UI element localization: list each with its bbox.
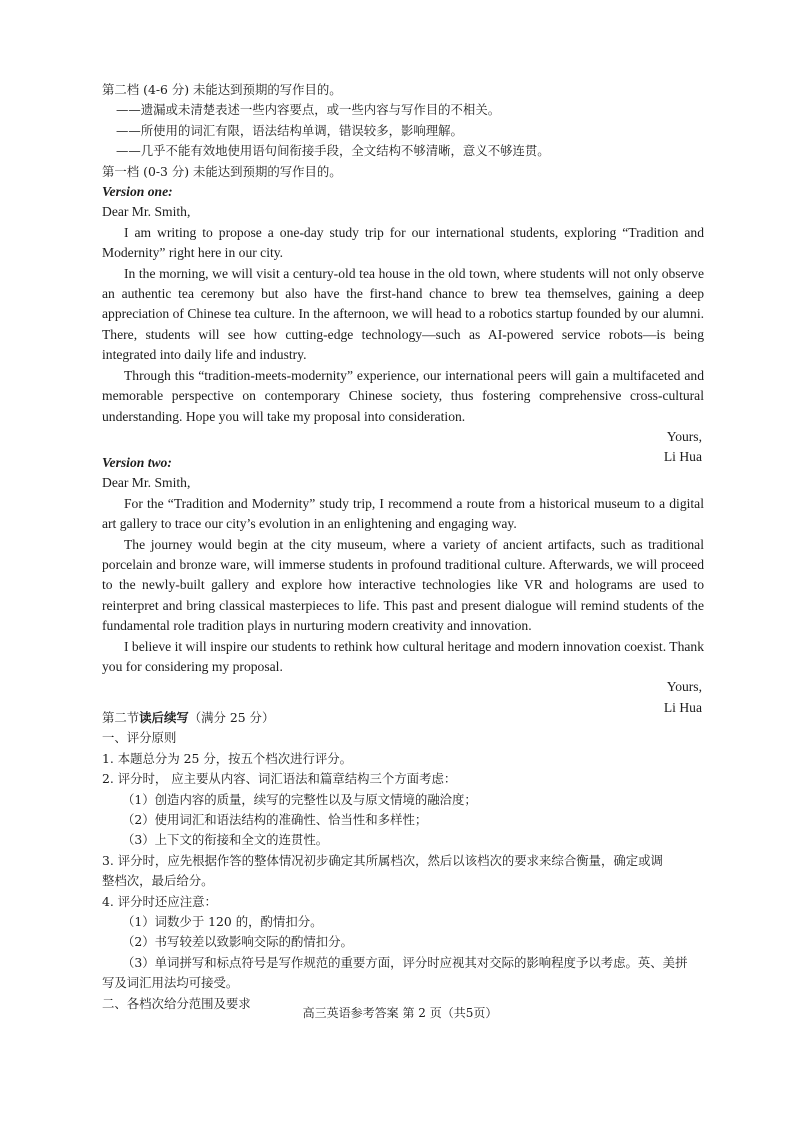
- rule-item: 2. 评分时， 应主要从内容、词汇语法和篇章结构三个方面考虑：: [102, 771, 457, 787]
- ranges-heading: 二、各档次给分范围及要求: [102, 995, 251, 1011]
- page-footer: 高三英语参考答案 第 2 页（共5页）: [302, 1006, 498, 1020]
- rule-subitem-continued: 写及词汇用法均可接受。: [102, 975, 239, 991]
- section2-title-prefix: 第二节: [102, 710, 140, 725]
- version-two-salutation: Dear Mr. Smith,: [102, 475, 191, 491]
- level2-item: ——几乎不能有效地使用语句间衔接手段，全文结构不够清晰，意义不够连贯。: [116, 143, 550, 159]
- version-one-salutation: Dear Mr. Smith,: [102, 204, 191, 220]
- version-one-paragraph: I am writing to propose a one-day study trip for our international students, exploring “Tradition and Modernity” right here in our city.: [102, 224, 704, 261]
- version-one-paragraph: In the morning, we will visit a century-old tea house in the old town, where students will not only observe an authentic tea ceremony but also have the first-hand chance to brew tea themselves, gaining a deep appreciation of Chinese tea culture. In the afternoon, we will head to a robotics startup founded by our alumni. There, students will see how cutting-edge technology—such as AI-powered service robots—is being integrated into daily life and industry.: [102, 265, 704, 363]
- version-two-paragraph: The journey would begin at the city museum, where a variety of ancient artifacts, such as traditional porcelain and bronze ware, will immerse students in profound traditional culture. Afterwards, we will proceed to the newly-built gallery and explore how interactive technologies like VR and holograms are used to reinterpret and bring classical masterpieces to life. This past and present dialogue will remind students of the fundamental role tradition plays in nurturing modern creativity and innovation.: [102, 536, 704, 634]
- level2-item: ——所使用的词汇有限，语法结构单调，错误较多，影响理解。: [116, 122, 463, 138]
- level1-heading: 第一档 (0-3 分) 未能达到预期的写作目的。: [102, 163, 342, 179]
- section2-title-suffix: （满分 25 分）: [188, 710, 275, 725]
- level2-item: ——遗漏或未清楚表述一些内容要点，或一些内容与写作目的不相关。: [116, 102, 501, 118]
- version-two-signature: Li Hua: [663, 699, 702, 715]
- rule-subitem: （2）使用词汇和语法结构的准确性、恰当性和多样性；: [122, 812, 428, 828]
- rule-subitem: （2）书写较差以致影响交际的酌情扣分。: [122, 934, 353, 950]
- rule-subitem: （1）词数少于 120 的，酌情扣分。: [122, 914, 323, 930]
- rule-item-continued: 整档次，最后给分。: [102, 873, 214, 889]
- version-two: [102, 453, 704, 718]
- rule-item: 1. 本题总分为 25 分，按五个档次进行评分。: [102, 750, 353, 766]
- version-two-paragraph: I believe it will inspire our students to rethink how cultural heritage and modern innovation coexist. Thank you for considering my proposal.: [102, 638, 704, 675]
- version-two-closing: Yours,: [666, 679, 702, 695]
- section2-grading: [102, 708, 704, 1014]
- version-two-paragraph: For the “Tradition and Modernity” study trip, I recommend a route from a historical museum to a digital art gallery to trace our city’s evolution in an enlightening and engaging way.: [102, 495, 704, 532]
- version-two-label: Version two:: [102, 455, 172, 470]
- grading-and-version-one: [102, 80, 704, 468]
- version-one-closing: Yours,: [666, 428, 702, 444]
- version-one-signature: Li Hua: [663, 449, 702, 465]
- principles-heading: 一、评分原则: [102, 730, 177, 746]
- rule-subitem: （3）上下文的衔接和全文的连贯性。: [122, 832, 329, 848]
- version-one-paragraph: Through this “tradition-meets-modernity” experience, our international peers will gain a multifaceted and memorable perspective on contemporary Chinese society, thus fostering comprehensive cross-cultural understanding. Hope you will take my proposal into consideration.: [102, 367, 704, 424]
- rule-item: 4. 评分时还应注意：: [102, 893, 217, 909]
- rule-subitem: （1）创造内容的质量，续写的完整性以及与原文情境的融洽度；: [122, 791, 477, 807]
- version-one-label: Version one:: [102, 184, 173, 200]
- section2-title-bold: 读后续写: [139, 710, 189, 725]
- rule-item: 3. 评分时，应先根据作答的整体情况初步确定其所属档次，然后以该档次的要求来综合衡量，确定或调: [102, 852, 663, 868]
- level2-heading: 第二档 (4-6 分) 未能达到预期的写作目的。: [102, 82, 342, 97]
- rule-subitem: （3）单词拼写和标点符号是写作规范的重要方面，评分时应视其对交际的影响程度予以考虑。英、美拼: [122, 954, 688, 970]
- section2-title: [102, 708, 704, 728]
